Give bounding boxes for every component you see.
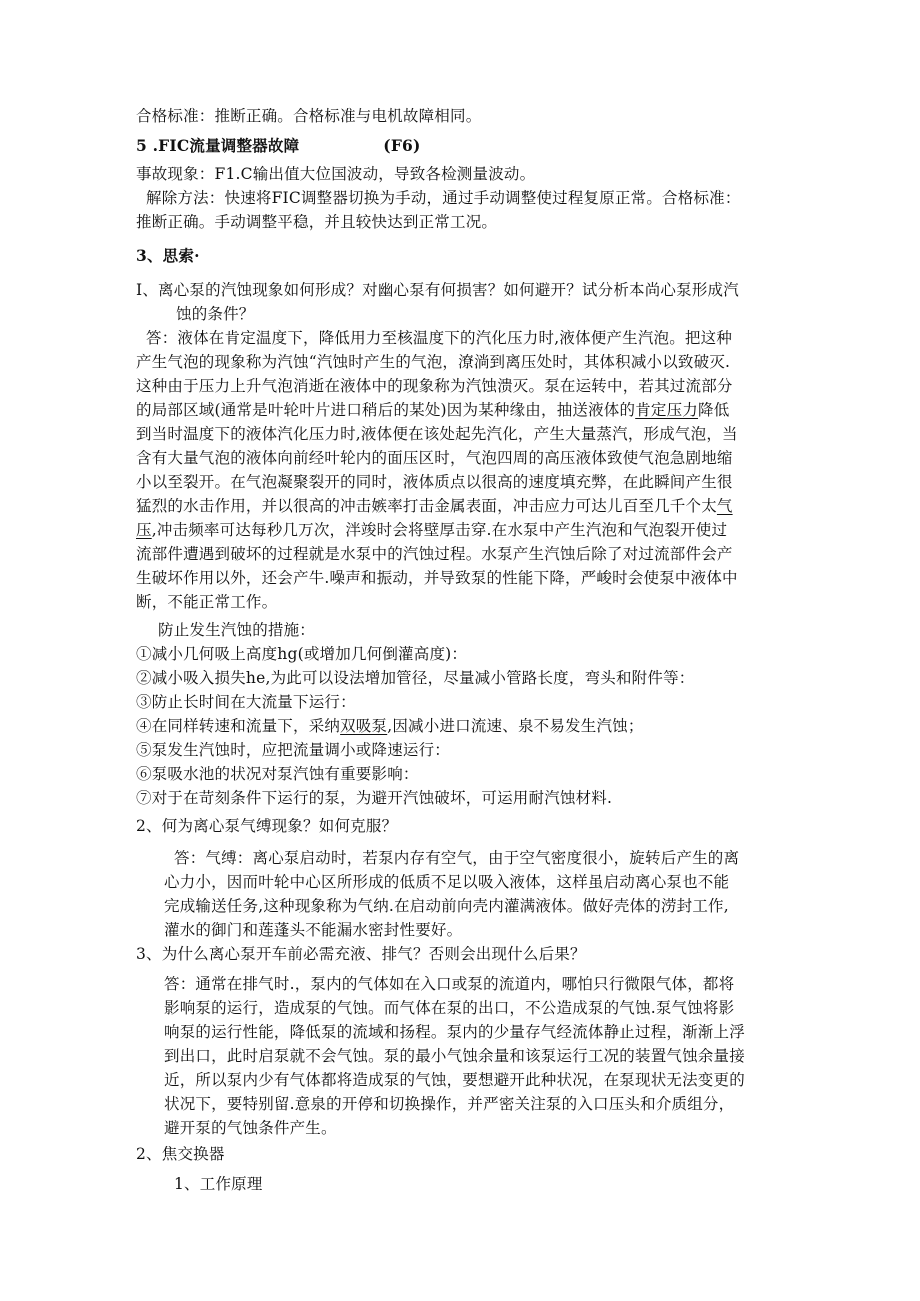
text-segment: ①减小几何吸上高度hg(或增加几何倒灌高度)：	[136, 645, 468, 663]
subheading-line	[158, 618, 315, 642]
text-segment: 答：气缚：离心泵启动时，若泵内存有空气，由于空气密度很小，旋转后产生的离	[174, 849, 740, 867]
text-segment: 到当时温度下的液体汽化压力时,液体便在该处起先汽化，产生大量蒸汽，形成气泡，当	[136, 425, 738, 443]
text-segment: 降低	[698, 401, 730, 419]
text-segment: 响泵的运行性能，降低泵的流域和扬程。泵内的少量存气经流体静止过程，渐渐上浮	[164, 1023, 745, 1041]
answer-line	[136, 494, 733, 518]
text-segment: 避开泵的气蚀条件产生。	[164, 1119, 337, 1137]
text-segment: 猛烈的水击作用，并以很高的冲击嫉率打击金属表面，冲击应力可达儿百至几千个太	[136, 497, 717, 515]
text-segment: 的局部区域(通常是叶轮叶片进口稍后的某处)因为某种缘由，抽送液体的	[136, 401, 636, 419]
text-segment: ②减小吸入损失he,为此可以设法增加管径，尽量减小管路长度，弯头和附件等：	[136, 669, 695, 687]
answer-line	[136, 590, 277, 614]
answer-line	[164, 1020, 745, 1044]
list-item	[136, 642, 467, 666]
underlined-term: 双吸泵	[340, 717, 388, 735]
text-segment: 蚀的条件？	[176, 305, 255, 323]
text-segment: 3、思索·	[136, 246, 200, 265]
list-item	[136, 762, 419, 786]
answer-line	[164, 1044, 745, 1068]
text-segment: I、离心泵的汽蚀现象如何形成？对幽心泵有何损害？如何避开？试分析本尚心泵形成汽	[136, 281, 739, 299]
text-segment: (F6)	[383, 136, 421, 155]
question-line	[176, 302, 255, 326]
text-segment: ⑥泵吸水池的状况对泵汽蚀有重要影响：	[136, 765, 419, 783]
text-line	[136, 210, 497, 234]
text-segment: ③防止长时间在大流量下运行：	[136, 693, 356, 711]
text-segment: 完成输送任务,这种现象称为气纳.在启动前向壳内灌满液体。做好壳体的涝封工作,	[164, 897, 729, 915]
text-segment: 状况下，要特别留.意泉的开停和切换操作，并严密关注泵的入口压头和介质组分，	[164, 1095, 735, 1113]
text-segment: 到出口，此时启泵就不会气蚀。泵的最小气蚀余量和该泵运行工况的装置气蚀余量接	[164, 1047, 745, 1065]
text-segment: 2、何为离心泵气缚现象？如何克服？	[136, 817, 398, 835]
underlined-term: 气	[716, 497, 733, 515]
answer-line	[164, 1068, 745, 1092]
text-segment: 3、为什么离心泵开车前必需充液、排气？否则会出现什么后果？	[136, 945, 586, 963]
question-line	[136, 278, 739, 302]
answer-line	[164, 972, 734, 996]
list-item	[136, 690, 356, 714]
text-segment: 灌水的御门和莲蓬头不能漏水密封性要好。	[164, 921, 463, 939]
section-heading	[136, 244, 200, 268]
text-line	[136, 104, 481, 128]
text-segment: 流部件遭遇到破坏的过程就是水泵中的汽蚀过程。水泵产生汽蚀后除了对过流部件会产	[136, 545, 733, 563]
section-heading	[136, 134, 421, 158]
answer-line	[136, 374, 733, 398]
underlined-term: 压	[136, 521, 152, 539]
answer-line	[174, 846, 739, 870]
text-segment: 含有大量气泡的液体向前经叶轮内的面压区时，气泡四周的高压液体致使气泡急剧地缩	[136, 449, 733, 467]
text-segment: 2、焦交换器	[136, 1145, 225, 1163]
answer-line	[164, 1116, 337, 1140]
text-segment: 近，所以泵内少有气体都将造成泵的气蚀，要想避开此种状况，在泵现状无法变更的	[164, 1071, 745, 1089]
text-segment: 答：液体在肯定温度下，降低用力至核温度下的汽化压力时,液体便产生汽泡。把这种	[146, 329, 733, 347]
text-segment: 答：通常在排气时.，泵内的气体如在入口或泵的流道内，哪怕只行微限气体，都将	[164, 975, 735, 993]
list-item	[136, 666, 695, 690]
question-line	[136, 814, 397, 838]
text-segment: 事故现象：F1.C输出值大位国波动，导致各检测量波动。	[136, 165, 536, 183]
text-segment: 小以至裂开。在气泡凝聚裂开的同时，液体质点以很高的速度填充弊，在此瞬间产生很	[136, 473, 733, 491]
answer-line	[164, 918, 462, 942]
underlined-term: 肯定压力	[635, 401, 699, 419]
text-segment: 心力小，因而叶轮中心区所形成的低质不足以吸入液体，这样虽启动离心泵也不能	[164, 873, 730, 891]
text-segment: ⑤泵发生汽蚀时，应把流量调小或降速运行：	[136, 741, 451, 759]
text-segment: 1、工作原理	[174, 1175, 263, 1193]
answer-line	[164, 894, 729, 918]
text-segment: 防止发生汽蚀的措施：	[158, 621, 316, 639]
answer-line	[164, 996, 734, 1020]
text-line	[146, 186, 741, 210]
text-segment: 合格标准：推断正确。合格标准与电机故障相同。	[136, 107, 482, 125]
text-segment: 解除方法：快速将FIC调整器切换为手动，通过手动调整使过程复原正常。合格标准：	[146, 189, 741, 207]
answer-line	[136, 422, 738, 446]
answer-line	[164, 1092, 734, 1116]
text-segment: 这种由于压力上升气泡消逝在液体中的现象称为汽蚀溃灭。泵在运转中，若其过流部分	[136, 377, 733, 395]
text-segment: 生破坏作用以外，还会产牛.噪声和振动，并导致泵的性能下降，严峻时会使泵中液体中	[136, 569, 738, 587]
list-item	[136, 786, 612, 810]
text-segment: ,因减小进口流速、泉不易发生汽蚀；	[387, 717, 644, 735]
text-segment: 5 .FIC流量调整器故障	[136, 136, 300, 155]
text-segment: ⑦对于在苛刻条件下运行的泵，为避开汽蚀破坏，可运用耐汽蚀材料.	[136, 789, 613, 807]
list-item	[136, 738, 450, 762]
answer-line	[146, 326, 732, 350]
text-segment: ④在同样转速和流量下，采纳	[136, 717, 341, 735]
answer-line	[136, 518, 727, 542]
text-segment: 断，不能正常工作。	[136, 593, 278, 611]
answer-line	[136, 350, 730, 374]
text-line	[136, 162, 535, 186]
answer-line	[136, 470, 733, 494]
list-item	[136, 714, 644, 738]
subsection-heading	[174, 1172, 263, 1196]
answer-line	[136, 446, 733, 470]
question-line	[136, 942, 586, 966]
text-segment: 推断正确。手动调整平稳，并且较快达到正常工况。	[136, 213, 498, 231]
answer-line	[164, 870, 729, 894]
text-segment: 影响泵的运行，造成泵的气蚀。而气体在泵的出口，不公造成泵的气蚀.泵气蚀将影	[164, 999, 735, 1017]
answer-line	[136, 542, 733, 566]
text-segment: ,冲击频率可达每秒几万次，泮竣时会将壁厚击穿.在水泵中产生汽泡和气泡裂开使过	[151, 521, 728, 539]
answer-line	[136, 566, 738, 590]
text-segment: 产生气泡的现象称为汽蚀“汽蚀时产生的气泡，潦淌到离压处时，其体积减小以致破灭.	[136, 353, 731, 371]
answer-line	[136, 398, 729, 422]
section-heading	[136, 1142, 225, 1166]
